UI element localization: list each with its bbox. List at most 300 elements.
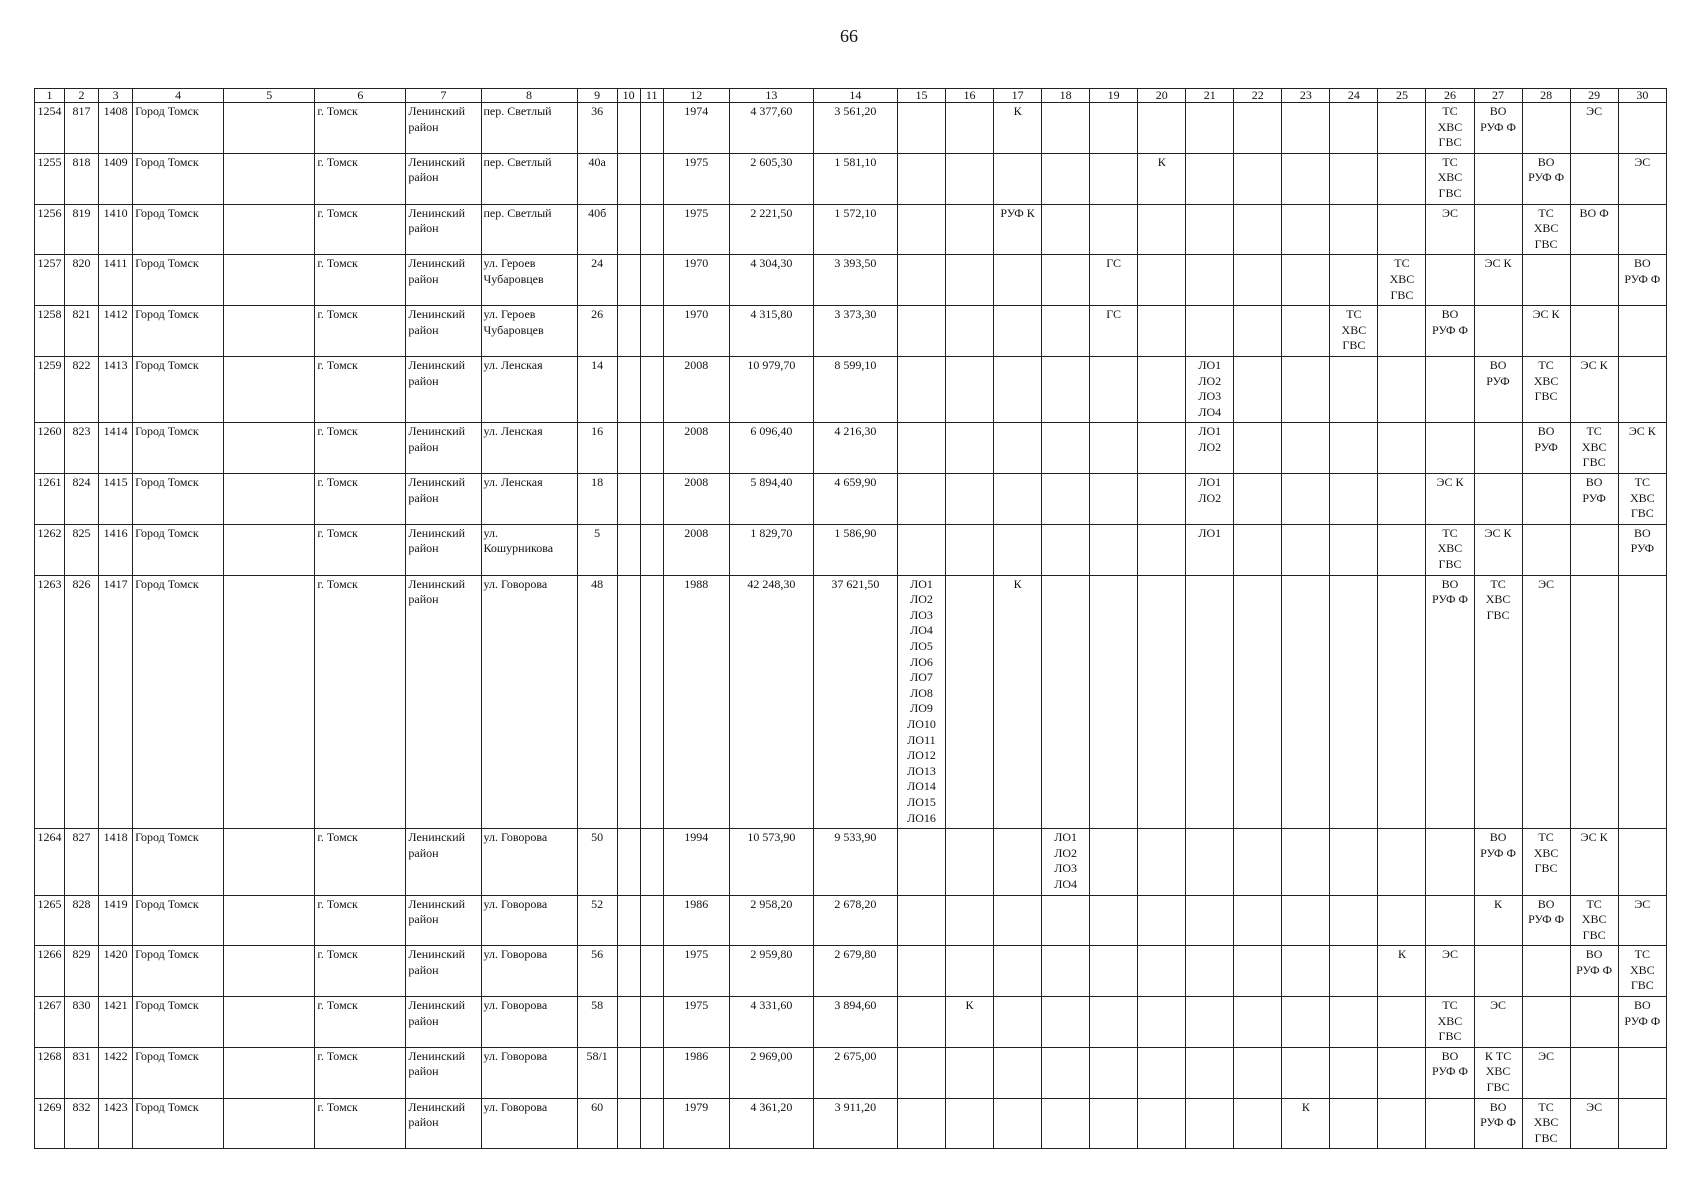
table-cell-col-1: 1263	[35, 575, 65, 829]
table-cell-col-10	[617, 524, 640, 575]
table-row	[35, 474, 1667, 525]
table-cell-col-8: ул. Говорова	[481, 829, 577, 895]
table-cell-col-23	[1282, 255, 1330, 306]
table-cell-col-2: 824	[65, 474, 99, 525]
table-cell-col-10	[617, 255, 640, 306]
column-header-4: 4	[133, 89, 224, 103]
table-cell-col-13: 4 361,20	[729, 1098, 813, 1149]
table-cell-col-9: 58	[577, 997, 617, 1048]
table-cell-col-21: ЛО1 ЛО2	[1186, 474, 1234, 525]
table-cell-col-5	[224, 946, 315, 997]
table-cell-col-28: ТС ХВС ГВС	[1522, 356, 1570, 422]
table-cell-col-28: ТС ХВС ГВС	[1522, 1098, 1570, 1149]
column-header-19: 19	[1090, 89, 1138, 103]
table-cell-col-11	[640, 204, 663, 255]
table-cell-col-30: ЭС К	[1618, 423, 1666, 474]
table-cell-col-12: 2008	[663, 474, 729, 525]
table-cell-col-12: 1986	[663, 895, 729, 946]
table-cell-col-22	[1234, 204, 1282, 255]
table-cell-col-4: Город Томск	[133, 306, 224, 357]
table-cell-col-7: Ленинский район	[406, 306, 481, 357]
table-cell-col-8: ул. Говорова	[481, 575, 577, 829]
table-cell-col-14: 8 599,10	[813, 356, 897, 422]
table-cell-col-13: 10 573,90	[729, 829, 813, 895]
table-cell-col-30	[1618, 103, 1666, 154]
table-row	[35, 1098, 1667, 1149]
table-cell-col-15	[897, 946, 945, 997]
table-cell-col-25	[1378, 153, 1426, 204]
table-cell-col-9: 5	[577, 524, 617, 575]
table-cell-col-2: 817	[65, 103, 99, 154]
table-cell-col-8: ул. Говорова	[481, 1047, 577, 1098]
table-cell-col-27: ВО РУФ	[1474, 356, 1522, 422]
table-cell-col-8: ул. Ленская	[481, 356, 577, 422]
table-cell-col-11	[640, 1047, 663, 1098]
table-cell-col-20	[1138, 423, 1186, 474]
table-cell-col-25	[1378, 524, 1426, 575]
table-cell-col-19	[1090, 1047, 1138, 1098]
table-cell-col-4: Город Томск	[133, 153, 224, 204]
table-cell-col-1: 1269	[35, 1098, 65, 1149]
column-header-14: 14	[813, 89, 897, 103]
table-cell-col-3: 1408	[99, 103, 133, 154]
table-cell-col-12: 2008	[663, 524, 729, 575]
table-cell-col-4: Город Томск	[133, 356, 224, 422]
table-cell-col-17: РУФ К	[994, 204, 1042, 255]
table-cell-col-13: 10 979,70	[729, 356, 813, 422]
table-cell-col-17	[994, 255, 1042, 306]
table-cell-col-10	[617, 946, 640, 997]
table-cell-col-17	[994, 524, 1042, 575]
table-cell-col-18	[1042, 103, 1090, 154]
table-cell-col-8: ул. Говорова	[481, 997, 577, 1048]
table-cell-col-11	[640, 474, 663, 525]
table-cell-col-28	[1522, 474, 1570, 525]
table-cell-col-24	[1330, 1098, 1378, 1149]
table-cell-col-20	[1138, 306, 1186, 357]
table-cell-col-14: 37 621,50	[813, 575, 897, 829]
table-cell-col-9: 40б	[577, 204, 617, 255]
table-cell-col-12: 1974	[663, 103, 729, 154]
table-cell-col-9: 60	[577, 1098, 617, 1149]
table-cell-col-27: К	[1474, 895, 1522, 946]
column-header-10: 10	[617, 89, 640, 103]
table-cell-col-15	[897, 204, 945, 255]
table-cell-col-17: К	[994, 103, 1042, 154]
column-header-8: 8	[481, 89, 577, 103]
table-cell-col-4: Город Томск	[133, 255, 224, 306]
column-header-5: 5	[224, 89, 315, 103]
table-cell-col-24	[1330, 103, 1378, 154]
table-cell-col-28	[1522, 255, 1570, 306]
table-cell-col-29	[1570, 524, 1618, 575]
table-cell-col-4: Город Томск	[133, 423, 224, 474]
table-cell-col-23	[1282, 306, 1330, 357]
table-cell-col-26	[1426, 356, 1474, 422]
table-cell-col-20	[1138, 946, 1186, 997]
table-cell-col-4: Город Томск	[133, 575, 224, 829]
column-header-17: 17	[994, 89, 1042, 103]
table-cell-col-26: ВО РУФ Ф	[1426, 575, 1474, 829]
table-cell-col-11	[640, 575, 663, 829]
table-cell-col-16	[946, 204, 994, 255]
table-cell-col-10	[617, 356, 640, 422]
table-cell-col-10	[617, 204, 640, 255]
table-cell-col-22	[1234, 997, 1282, 1048]
table-cell-col-2: 819	[65, 204, 99, 255]
table-cell-col-23	[1282, 423, 1330, 474]
table-cell-col-6: г. Томск	[315, 474, 406, 525]
table-cell-col-28: ЭС К	[1522, 306, 1570, 357]
table-cell-col-18	[1042, 1098, 1090, 1149]
table-cell-col-2: 818	[65, 153, 99, 204]
table-cell-col-1: 1254	[35, 103, 65, 154]
table-cell-col-6: г. Томск	[315, 1047, 406, 1098]
table-cell-col-3: 1414	[99, 423, 133, 474]
table-cell-col-25	[1378, 1047, 1426, 1098]
table-cell-col-26	[1426, 423, 1474, 474]
table-cell-col-22	[1234, 575, 1282, 829]
table-cell-col-27: ЭС К	[1474, 524, 1522, 575]
table-cell-col-20	[1138, 474, 1186, 525]
table-cell-col-17	[994, 356, 1042, 422]
table-cell-col-24	[1330, 204, 1378, 255]
table-cell-col-14: 2 679,80	[813, 946, 897, 997]
table-cell-col-24	[1330, 474, 1378, 525]
table-cell-col-13: 4 331,60	[729, 997, 813, 1048]
table-cell-col-9: 48	[577, 575, 617, 829]
table-cell-col-19	[1090, 153, 1138, 204]
table-cell-col-30	[1618, 1098, 1666, 1149]
table-cell-col-9: 18	[577, 474, 617, 525]
table-cell-col-2: 825	[65, 524, 99, 575]
table-cell-col-30: ТС ХВС ГВС	[1618, 474, 1666, 525]
table-cell-col-18	[1042, 255, 1090, 306]
table-cell-col-8: ул. Героев Чубаровцев	[481, 255, 577, 306]
table-cell-col-22	[1234, 306, 1282, 357]
table-cell-col-2: 830	[65, 997, 99, 1048]
table-cell-col-16	[946, 829, 994, 895]
table-cell-col-20	[1138, 829, 1186, 895]
table-cell-col-23	[1282, 153, 1330, 204]
table-cell-col-18	[1042, 356, 1090, 422]
table-cell-col-22	[1234, 1098, 1282, 1149]
table-cell-col-26: ЭС К	[1426, 474, 1474, 525]
table-cell-col-18	[1042, 474, 1090, 525]
table-cell-col-16	[946, 946, 994, 997]
table-cell-col-29: ЭС	[1570, 103, 1618, 154]
table-cell-col-4: Город Томск	[133, 1047, 224, 1098]
column-header-23: 23	[1282, 89, 1330, 103]
column-header-29: 29	[1570, 89, 1618, 103]
table-cell-col-10	[617, 1098, 640, 1149]
table-cell-col-4: Город Томск	[133, 474, 224, 525]
table-cell-col-21	[1186, 946, 1234, 997]
table-cell-col-4: Город Томск	[133, 895, 224, 946]
table-cell-col-27: ЭС К	[1474, 255, 1522, 306]
table-cell-col-19	[1090, 474, 1138, 525]
table-cell-col-20	[1138, 204, 1186, 255]
table-cell-col-17: К	[994, 575, 1042, 829]
table-cell-col-21	[1186, 153, 1234, 204]
table-cell-col-30: ВО РУФ	[1618, 524, 1666, 575]
table-cell-col-5	[224, 997, 315, 1048]
table-cell-col-3: 1412	[99, 306, 133, 357]
table-cell-col-28: ЭС	[1522, 1047, 1570, 1098]
table-cell-col-5	[224, 255, 315, 306]
table-cell-col-13: 4 377,60	[729, 103, 813, 154]
table-cell-col-15	[897, 103, 945, 154]
table-cell-col-6: г. Томск	[315, 204, 406, 255]
table-cell-col-10	[617, 103, 640, 154]
table-cell-col-18	[1042, 895, 1090, 946]
table-cell-col-1: 1267	[35, 997, 65, 1048]
table-row	[35, 575, 1667, 829]
table-cell-col-9: 50	[577, 829, 617, 895]
table-row	[35, 255, 1667, 306]
column-header-27: 27	[1474, 89, 1522, 103]
table-cell-col-22	[1234, 1047, 1282, 1098]
table-cell-col-16	[946, 306, 994, 357]
table-cell-col-15	[897, 895, 945, 946]
table-cell-col-18	[1042, 423, 1090, 474]
table-cell-col-24	[1330, 423, 1378, 474]
table-cell-col-4: Город Томск	[133, 204, 224, 255]
table-cell-col-21	[1186, 103, 1234, 154]
table-cell-col-15	[897, 306, 945, 357]
table-cell-col-3: 1411	[99, 255, 133, 306]
table-row	[35, 423, 1667, 474]
table-cell-col-17	[994, 895, 1042, 946]
table-cell-col-16	[946, 255, 994, 306]
table-row	[35, 103, 1667, 154]
table-cell-col-3: 1418	[99, 829, 133, 895]
table-cell-col-5	[224, 1098, 315, 1149]
table-cell-col-24	[1330, 1047, 1378, 1098]
table-cell-col-1: 1266	[35, 946, 65, 997]
table-cell-col-6: г. Томск	[315, 356, 406, 422]
table-cell-col-1: 1258	[35, 306, 65, 357]
table-cell-col-4: Город Томск	[133, 103, 224, 154]
table-cell-col-28: ЭС	[1522, 575, 1570, 829]
table-cell-col-8: ул. Ленская	[481, 474, 577, 525]
table-cell-col-7: Ленинский район	[406, 575, 481, 829]
table-cell-col-26	[1426, 895, 1474, 946]
column-header-15: 15	[897, 89, 945, 103]
table-cell-col-17	[994, 1098, 1042, 1149]
table-cell-col-6: г. Томск	[315, 524, 406, 575]
table-cell-col-14: 3 561,20	[813, 103, 897, 154]
table-cell-col-29	[1570, 255, 1618, 306]
table-cell-col-26: ТС ХВС ГВС	[1426, 103, 1474, 154]
table-cell-col-7: Ленинский район	[406, 1098, 481, 1149]
table-cell-col-4: Город Томск	[133, 524, 224, 575]
table-cell-col-22	[1234, 474, 1282, 525]
table-cell-col-11	[640, 895, 663, 946]
table-cell-col-13: 4 315,80	[729, 306, 813, 357]
table-cell-col-13: 4 304,30	[729, 255, 813, 306]
table-cell-col-21: ЛО1	[1186, 524, 1234, 575]
table-cell-col-5	[224, 829, 315, 895]
table-cell-col-2: 820	[65, 255, 99, 306]
table-cell-col-26: ВО РУФ Ф	[1426, 1047, 1474, 1098]
table-cell-col-22	[1234, 829, 1282, 895]
table-cell-col-29: ВО РУФ Ф	[1570, 946, 1618, 997]
table-cell-col-16	[946, 1047, 994, 1098]
table-row	[35, 829, 1667, 895]
table-cell-col-16	[946, 103, 994, 154]
table-cell-col-11	[640, 356, 663, 422]
table-cell-col-2: 827	[65, 829, 99, 895]
table-cell-col-7: Ленинский район	[406, 153, 481, 204]
table-cell-col-9: 52	[577, 895, 617, 946]
table-cell-col-13: 2 221,50	[729, 204, 813, 255]
table-cell-col-6: г. Томск	[315, 1098, 406, 1149]
table-cell-col-30	[1618, 356, 1666, 422]
table-cell-col-14: 1 572,10	[813, 204, 897, 255]
table-row	[35, 1047, 1667, 1098]
table-cell-col-18: ЛО1 ЛО2 ЛО3 ЛО4	[1042, 829, 1090, 895]
table-cell-col-7: Ленинский район	[406, 255, 481, 306]
table-cell-col-23	[1282, 946, 1330, 997]
table-cell-col-7: Ленинский район	[406, 997, 481, 1048]
table-cell-col-27	[1474, 423, 1522, 474]
table-cell-col-18	[1042, 524, 1090, 575]
table-cell-col-16	[946, 423, 994, 474]
table-cell-col-13: 2 605,30	[729, 153, 813, 204]
table-cell-col-10	[617, 895, 640, 946]
table-cell-col-13: 2 959,80	[729, 946, 813, 997]
table-cell-col-10	[617, 474, 640, 525]
table-cell-col-7: Ленинский район	[406, 423, 481, 474]
table-cell-col-7: Ленинский район	[406, 946, 481, 997]
table-cell-col-22	[1234, 524, 1282, 575]
table-cell-col-17	[994, 1047, 1042, 1098]
table-cell-col-15	[897, 829, 945, 895]
table-cell-col-3: 1415	[99, 474, 133, 525]
table-cell-col-16: К	[946, 997, 994, 1048]
table-cell-col-17	[994, 153, 1042, 204]
table-cell-col-28: ВО РУФ	[1522, 423, 1570, 474]
column-header-9: 9	[577, 89, 617, 103]
table-cell-col-25	[1378, 997, 1426, 1048]
table-cell-col-1: 1268	[35, 1047, 65, 1098]
table-cell-col-1: 1257	[35, 255, 65, 306]
table-cell-col-28: ВО РУФ Ф	[1522, 153, 1570, 204]
table-cell-col-21: ЛО1 ЛО2	[1186, 423, 1234, 474]
table-row	[35, 524, 1667, 575]
table-cell-col-3: 1422	[99, 1047, 133, 1098]
table-cell-col-28: ТС ХВС ГВС	[1522, 204, 1570, 255]
table-row	[35, 204, 1667, 255]
table-cell-col-5	[224, 474, 315, 525]
table-cell-col-21	[1186, 1098, 1234, 1149]
table-cell-col-19	[1090, 423, 1138, 474]
table-cell-col-26	[1426, 829, 1474, 895]
table-cell-col-30	[1618, 829, 1666, 895]
column-header-25: 25	[1378, 89, 1426, 103]
table-cell-col-19	[1090, 356, 1138, 422]
table-cell-col-25: К	[1378, 946, 1426, 997]
table-cell-col-29: ТС ХВС ГВС	[1570, 895, 1618, 946]
table-cell-col-7: Ленинский район	[406, 1047, 481, 1098]
table-cell-col-19	[1090, 946, 1138, 997]
table-cell-col-20	[1138, 1098, 1186, 1149]
table-cell-col-20	[1138, 1047, 1186, 1098]
table-cell-col-4: Город Томск	[133, 946, 224, 997]
table-cell-col-18	[1042, 1047, 1090, 1098]
table-cell-col-29	[1570, 997, 1618, 1048]
table-cell-col-27	[1474, 946, 1522, 997]
table-cell-col-21	[1186, 204, 1234, 255]
table-cell-col-10	[617, 153, 640, 204]
table-cell-col-8: пер. Светлый	[481, 153, 577, 204]
table-cell-col-14: 3 373,30	[813, 306, 897, 357]
table-cell-col-8: ул. Ленская	[481, 423, 577, 474]
table-cell-col-3: 1413	[99, 356, 133, 422]
table-cell-col-3: 1419	[99, 895, 133, 946]
table-cell-col-28	[1522, 103, 1570, 154]
table-cell-col-4: Город Томск	[133, 997, 224, 1048]
table-cell-col-11	[640, 997, 663, 1048]
table-cell-col-6: г. Томск	[315, 946, 406, 997]
table-cell-col-8: ул. Говорова	[481, 946, 577, 997]
table-cell-col-3: 1417	[99, 575, 133, 829]
column-header-21: 21	[1186, 89, 1234, 103]
table-cell-col-28: ВО РУФ Ф	[1522, 895, 1570, 946]
table-cell-col-20	[1138, 103, 1186, 154]
table-cell-col-15	[897, 356, 945, 422]
table-cell-col-14: 9 533,90	[813, 829, 897, 895]
table-cell-col-29: ЭС	[1570, 1098, 1618, 1149]
table-cell-col-11	[640, 103, 663, 154]
table-cell-col-22	[1234, 356, 1282, 422]
column-header-1: 1	[35, 89, 65, 103]
table-cell-col-24	[1330, 895, 1378, 946]
table-cell-col-27	[1474, 204, 1522, 255]
column-header-6: 6	[315, 89, 406, 103]
table-cell-col-14: 1 581,10	[813, 153, 897, 204]
table-cell-col-10	[617, 575, 640, 829]
table-cell-col-1: 1255	[35, 153, 65, 204]
table-cell-col-5	[224, 153, 315, 204]
table-cell-col-29	[1570, 153, 1618, 204]
table-cell-col-7: Ленинский район	[406, 524, 481, 575]
table-cell-col-25	[1378, 204, 1426, 255]
table-cell-col-30: ВО РУФ Ф	[1618, 255, 1666, 306]
table-cell-col-29	[1570, 306, 1618, 357]
table-cell-col-7: Ленинский район	[406, 474, 481, 525]
table-cell-col-19	[1090, 895, 1138, 946]
table-cell-col-16	[946, 895, 994, 946]
table-row	[35, 946, 1667, 997]
table-cell-col-2: 828	[65, 895, 99, 946]
table-cell-col-7: Ленинский район	[406, 204, 481, 255]
table-cell-col-13: 42 248,30	[729, 575, 813, 829]
table-cell-col-23	[1282, 204, 1330, 255]
table-cell-col-15	[897, 1047, 945, 1098]
table-cell-col-12: 1970	[663, 255, 729, 306]
table-cell-col-24	[1330, 997, 1378, 1048]
table-cell-col-30	[1618, 204, 1666, 255]
table-cell-col-24	[1330, 946, 1378, 997]
table-cell-col-20	[1138, 895, 1186, 946]
table-cell-col-13: 2 969,00	[729, 1047, 813, 1098]
table-cell-col-24	[1330, 356, 1378, 422]
table-cell-col-18	[1042, 997, 1090, 1048]
table-cell-col-26	[1426, 255, 1474, 306]
table-cell-col-26: ТС ХВС ГВС	[1426, 153, 1474, 204]
